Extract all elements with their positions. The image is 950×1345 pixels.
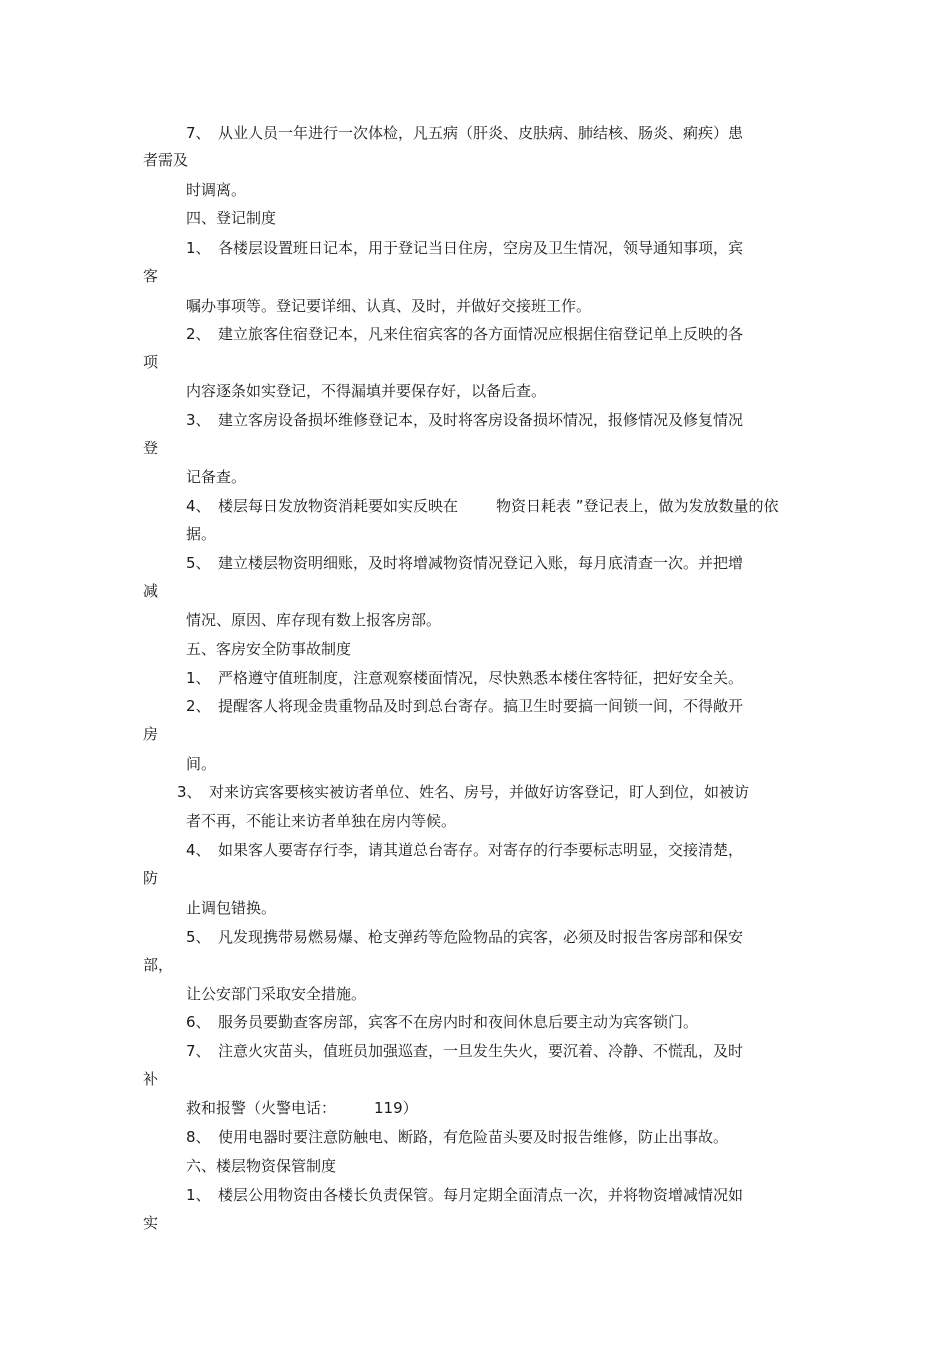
fire-phone-number: 119）	[374, 1099, 418, 1117]
storage-item-1	[186, 1185, 743, 1205]
text-line: 部，	[143, 956, 174, 974]
safety-item-2	[186, 696, 743, 716]
item-number: 1、	[186, 239, 211, 257]
item-number: 4、	[186, 841, 211, 859]
item-number: 7、	[186, 124, 211, 142]
text-line: 内容逐条如实登记，不得漏填并要保存好，以备后查。	[186, 382, 547, 400]
reg-item-4	[186, 496, 779, 516]
section-heading-storage: 六、楼层物资保管制度	[186, 1157, 337, 1175]
item-number: 1、	[186, 1186, 211, 1204]
item-number: 5、	[186, 928, 211, 946]
item-number: 3、	[177, 783, 202, 801]
text-line: 者需及	[143, 151, 189, 169]
item-number: 3、	[186, 411, 211, 429]
item-text: 对来访宾客要核实被访者单位、姓名、房号，并做好访客登记，盯人到位，如被访	[209, 783, 750, 801]
text-line: 情况、原因、库存现有数上报客房部。	[186, 611, 442, 629]
safety-item-5	[186, 927, 743, 947]
safety-item-8	[186, 1127, 728, 1147]
item-number: 6、	[186, 1013, 211, 1031]
item-number: 2、	[186, 697, 211, 715]
fire-phone-line	[186, 1098, 418, 1118]
safety-item-4	[186, 840, 743, 860]
section-heading-registration: 四、登记制度	[186, 209, 277, 227]
text-line: 者不再，不能让来访者单独在房内等候。	[186, 812, 457, 830]
text-line: 客	[143, 267, 159, 285]
item-number: 1、	[186, 669, 211, 687]
item-text: 各楼层设置班日记本，用于登记当日住房，空房及卫生情况，领导通知事项，宾	[218, 239, 744, 257]
item-7-health-check	[186, 123, 743, 143]
item-number: 7、	[186, 1042, 211, 1060]
item-text: 建立楼层物资明细账，及时将增减物资情况登记入账，每月底清查一次。并把增	[218, 554, 744, 572]
section-heading-safety: 五、客房安全防事故制度	[186, 640, 352, 658]
safety-item-1	[186, 668, 743, 688]
text-line: 间。	[186, 755, 217, 773]
reg-item-5	[186, 553, 743, 573]
item-text: 凡发现携带易燃易爆、枪支弹药等危险物品的宾客，必须及时报告客房部和保安	[218, 928, 744, 946]
text-line: 房	[143, 725, 159, 743]
item-number: 4、	[186, 497, 211, 515]
item-text: 建立客房设备损坏维修登记本，及时将客房设备损坏情况，报修情况及修复情况	[218, 411, 744, 429]
text-line: 据。	[186, 525, 217, 543]
item-text: 严格遵守值班制度，注意观察楼面情况，尽快熟悉本楼住客特征，把好安全关。	[218, 669, 744, 687]
safety-item-3	[177, 782, 749, 802]
item-number: 5、	[186, 554, 211, 572]
text-line: 时调离。	[186, 181, 247, 199]
item-text: 救和报警（火警电话：	[186, 1099, 337, 1117]
reg-item-1	[186, 238, 743, 258]
text-line: 嘱办事项等。登记要详细、认真、及时，并做好交接班工作。	[186, 297, 592, 315]
item-text: 提醒客人将现金贵重物品及时到总台寄存。搞卫生时要搞一间锁一间，不得敞开	[218, 697, 744, 715]
text-line: 登	[143, 439, 159, 457]
item-text: 楼层公用物资由各楼长负责保管。每月定期全面清点一次，并将物资增减情况如	[218, 1186, 744, 1204]
safety-item-7	[186, 1041, 743, 1061]
item-text: 使用电器时要注意防触电、断路，有危险苗头要及时报告维修，防止出事故。	[218, 1128, 729, 1146]
item-number: 8、	[186, 1128, 211, 1146]
item-text: 建立旅客住宿登记本，凡来住宿宾客的各方面情况应根据住宿登记单上反映的各	[218, 325, 744, 343]
text-line: 记备查。	[186, 468, 247, 486]
reg-item-3	[186, 410, 743, 430]
safety-item-6	[186, 1012, 698, 1032]
item-text: 楼层每日发放物资消耗要如实反映在	[218, 497, 459, 515]
item-text: 如果客人要寄存行李，请其道总台寄存。对寄存的行李要标志明显，交接清楚，	[218, 841, 744, 859]
item-text: 注意火灾苗头，值班员加强巡查，一旦发生失火，要沉着、冷静、不慌乱，及时	[218, 1042, 744, 1060]
reg-item-2	[186, 324, 743, 344]
text-line: 让公安部门采取安全措施。	[186, 985, 367, 1003]
item-text-continued: 物资日耗表 ”登记表上，做为发放数量的依	[496, 497, 779, 515]
text-line: 防	[143, 869, 159, 887]
item-text: 从业人员一年进行一次体检，凡五病（肝炎、皮肤病、肺结核、肠炎、痢疾）患	[218, 124, 744, 142]
text-line: 项	[143, 353, 159, 371]
item-number: 2、	[186, 325, 211, 343]
text-line: 实	[143, 1214, 159, 1232]
text-line: 补	[143, 1070, 159, 1088]
text-line: 减	[143, 582, 159, 600]
item-text: 服务员要勤查客房部，宾客不在房内时和夜间休息后要主动为宾客锁门。	[218, 1013, 699, 1031]
text-line: 止调包错换。	[186, 899, 277, 917]
